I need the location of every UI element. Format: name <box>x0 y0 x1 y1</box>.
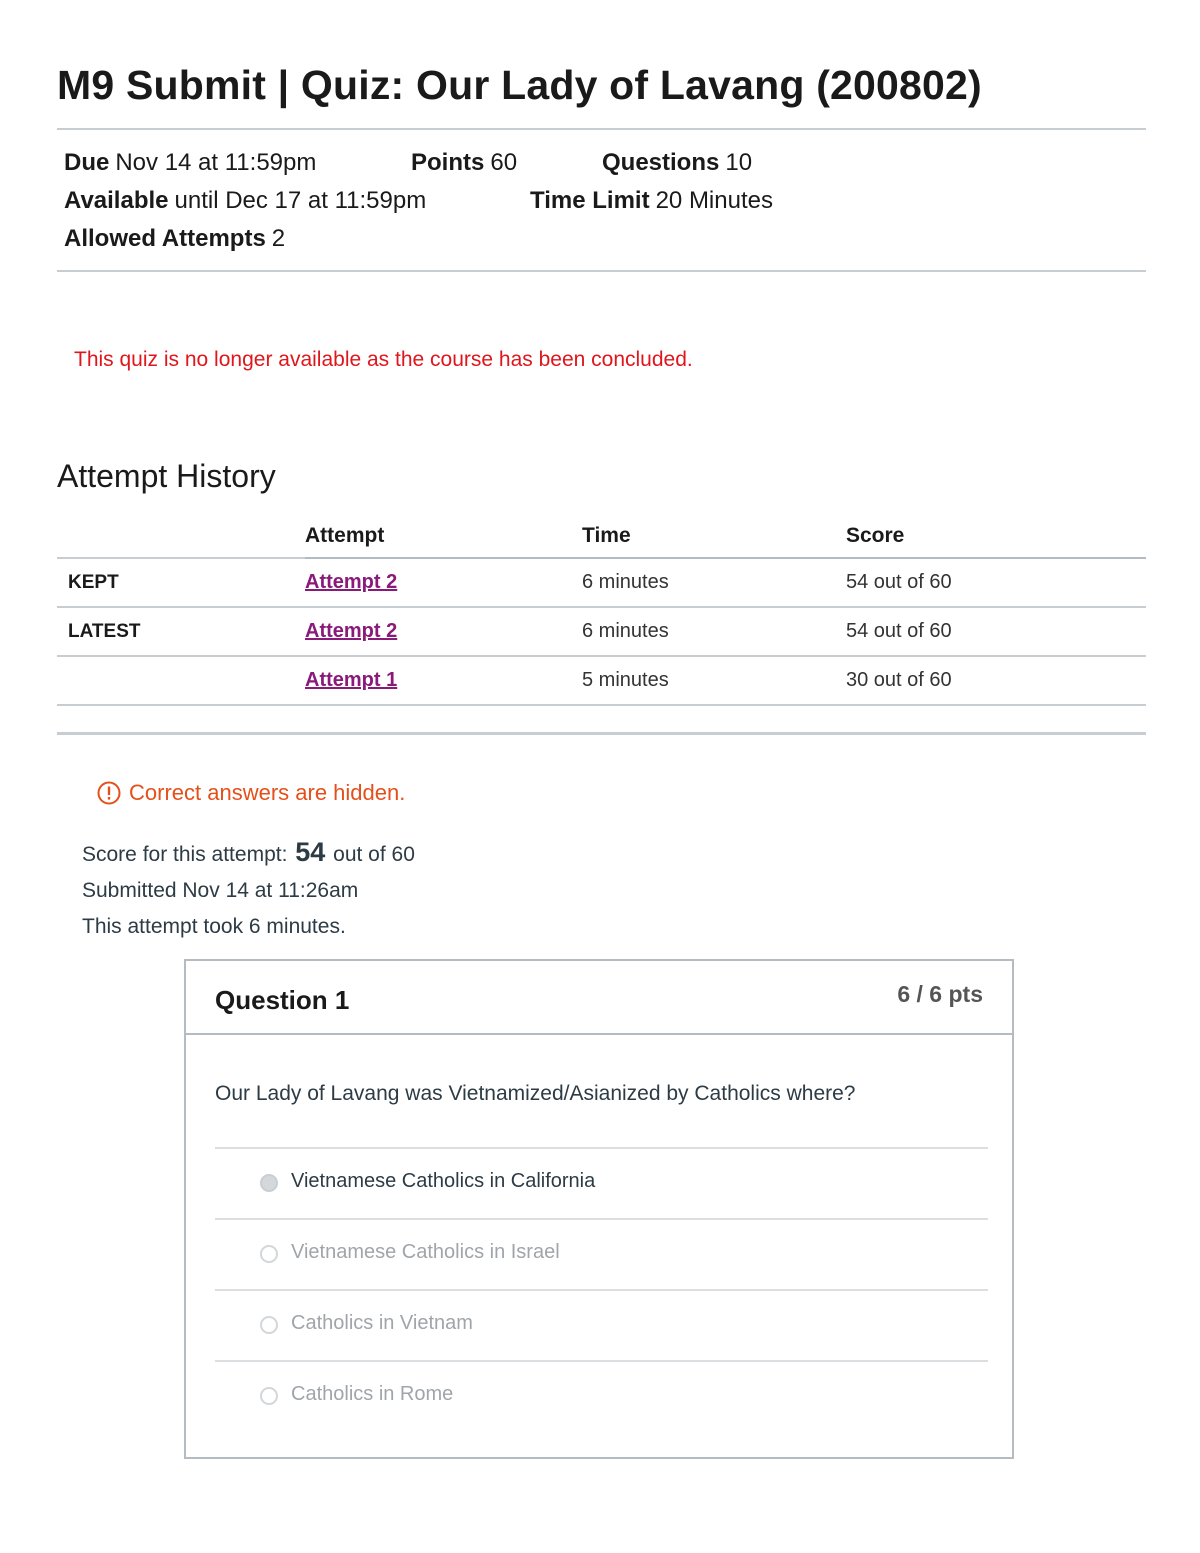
attempt-status: LATEST <box>57 607 305 656</box>
radio-unselected-icon <box>260 1245 278 1263</box>
due-detail <box>64 149 316 177</box>
radio-unselected-icon <box>260 1387 278 1405</box>
attempt-score: 54 out of 60 <box>846 607 1146 656</box>
page-title: M9 Submit | Quiz: Our Lady of Lavang (200802) <box>57 62 982 108</box>
attempt-score: 30 out of 60 <box>846 656 1146 705</box>
table-header-row <box>57 515 1146 558</box>
answer-label: Catholics in Vietnam <box>291 1312 473 1334</box>
answer-option <box>215 1220 988 1291</box>
due-value: Nov 14 at 11:59pm <box>115 149 317 176</box>
score-prefix: Score for this attempt: <box>82 843 288 866</box>
divider <box>57 732 1146 734</box>
questions-label: Questions <box>602 149 720 176</box>
answer-label: Catholics in Rome <box>291 1383 454 1405</box>
table-spacer-row <box>57 705 1146 734</box>
question-text: Our Lady of Lavang was Vietnamized/Asianized by Catholics where? <box>215 1082 856 1105</box>
divider <box>57 270 1146 272</box>
column-header-score: Score <box>846 515 1146 558</box>
available-detail <box>64 187 426 215</box>
divider <box>57 128 1146 130</box>
time-limit-value: 20 Minutes <box>655 187 773 214</box>
question-points: 6 / 6 pts <box>897 981 983 1007</box>
answer-label: Vietnamese Catholics in Israel <box>291 1241 560 1263</box>
attempt-score: 54 out of 60 <box>846 558 1146 607</box>
score-suffix: out of 60 <box>333 843 415 866</box>
answer-list <box>215 1147 988 1431</box>
attempt-link[interactable]: Attempt 2 <box>305 571 398 593</box>
table-row <box>57 558 1146 607</box>
column-header-attempt: Attempt <box>305 515 582 558</box>
allowed-attempts-detail <box>64 225 285 253</box>
questions-value: 10 <box>725 149 753 176</box>
attempt-link[interactable]: Attempt 2 <box>305 620 398 642</box>
attempt-summary <box>82 834 415 945</box>
column-header-time: Time <box>582 515 846 558</box>
course-concluded-notice: This quiz is no longer available as the course has been concluded. <box>74 348 693 371</box>
points-label: Points <box>411 149 485 176</box>
time-limit-label: Time Limit <box>530 187 650 214</box>
question-header <box>186 961 1012 1035</box>
attempt-time: 6 minutes <box>582 558 846 607</box>
attempt-time: 5 minutes <box>582 656 846 705</box>
warning-icon <box>97 781 121 805</box>
attempt-history-table <box>57 515 1146 735</box>
answers-hidden-text: Correct answers are hidden. <box>129 780 406 805</box>
attempt-time: 6 minutes <box>582 607 846 656</box>
answer-option <box>215 1149 988 1220</box>
answer-option <box>215 1291 988 1362</box>
allowed-attempts-label: Allowed Attempts <box>64 225 266 252</box>
time-limit-detail <box>530 187 773 215</box>
question-title: Question 1 <box>215 985 350 1015</box>
available-label: Available <box>64 187 169 214</box>
points-value: 60 <box>490 149 518 176</box>
table-row <box>57 607 1146 656</box>
due-label: Due <box>64 149 110 176</box>
radio-unselected-icon <box>260 1316 278 1334</box>
available-value: until Dec 17 at 11:59pm <box>174 187 427 214</box>
radio-selected-icon <box>260 1174 278 1192</box>
column-header-status <box>57 515 305 558</box>
score-value: 54 <box>295 837 326 867</box>
points-detail <box>411 149 517 177</box>
attempt-status <box>57 656 305 705</box>
answer-label: Vietnamese Catholics in California <box>291 1170 596 1192</box>
answers-hidden-notice <box>97 780 405 806</box>
answer-option <box>215 1362 988 1431</box>
allowed-attempts-value: 2 <box>271 225 286 252</box>
attempt-score-line <box>82 834 415 873</box>
submitted-line: Submitted Nov 14 at 11:26am <box>82 879 359 902</box>
questions-detail <box>602 149 752 177</box>
table-row <box>57 656 1146 705</box>
question-card <box>184 959 1014 1459</box>
attempt-status: KEPT <box>57 558 305 607</box>
attempt-link[interactable]: Attempt 1 <box>305 669 398 691</box>
duration-line: This attempt took 6 minutes. <box>82 915 346 938</box>
attempt-history-heading: Attempt History <box>57 458 276 494</box>
